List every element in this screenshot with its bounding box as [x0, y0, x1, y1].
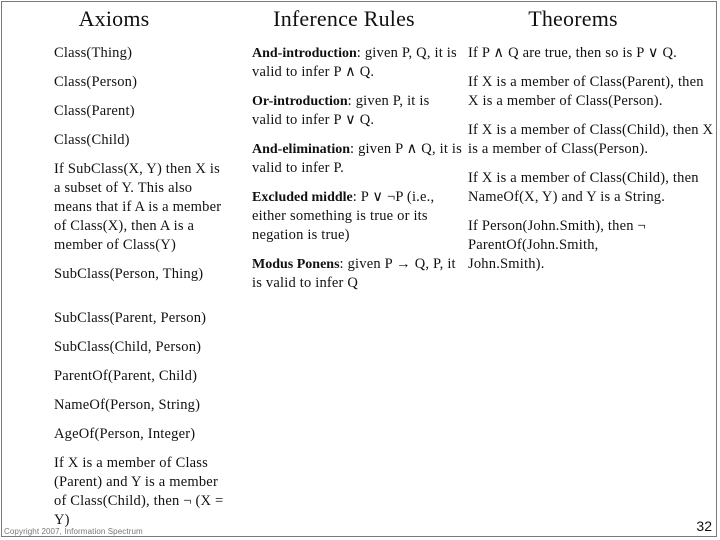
rule-item — [252, 44, 462, 82]
axiom-item: SubClass(Parent, Person) — [54, 310, 207, 326]
theorems-column — [468, 0, 718, 284]
rule-item — [252, 140, 462, 178]
theorem-item: If X is a member of Class(Parent), then X is a member of Class(Person). — [468, 74, 704, 109]
page-number: 32 — [696, 518, 712, 534]
rule-text: : given P, it is valid to infer P ∨ Q. — [252, 93, 430, 128]
rule-item — [252, 255, 462, 293]
copyright-footer: Copyright 2007, Information Spectrum — [4, 527, 143, 536]
rule-text: : P ∨ ¬P (i.e., either something is true or its negation is true) — [252, 189, 435, 243]
axioms-heading: Axioms — [78, 6, 150, 31]
rule-name: Or-introduction — [252, 94, 348, 109]
axiom-item: SubClass(Person, Thing) — [54, 266, 204, 282]
rule-item — [252, 92, 462, 130]
rule-text: : given P ∧ Q, it is valid to infer P. — [252, 141, 462, 176]
rule-text: : given P → Q, P, it is valid to infer Q — [252, 256, 456, 291]
theorem-item: If X is a member of Class(Child), then NameOf(X, Y) and Y is a String. — [468, 170, 699, 205]
rule-text: : given P, Q, it is valid to infer P ∧ Q. — [252, 45, 457, 80]
axiom-item: Class(Child) — [54, 132, 130, 148]
theorem-item: If Person(John.Smith), then ¬ ParentOf(John.Smith, John.Smith). — [468, 218, 646, 272]
axioms-continued — [54, 309, 234, 540]
rule-item — [252, 188, 462, 245]
axioms-column — [54, 0, 234, 294]
axiom-item: AgeOf(Person, Integer) — [54, 426, 196, 442]
axiom-item: Class(Person) — [54, 74, 138, 90]
axiom-item: Class(Parent) — [54, 103, 135, 119]
rule-name: And-introduction — [252, 46, 357, 61]
rules-column — [252, 0, 462, 303]
axiom-item: Class(Thing) — [54, 45, 133, 61]
axiom-item: NameOf(Person, String) — [54, 397, 201, 413]
axiom-item: SubClass(Child, Person) — [54, 339, 202, 355]
rule-name: Modus Ponens — [252, 257, 340, 272]
rules-heading: Inference Rules — [273, 6, 415, 31]
rule-name: And-elimination — [252, 142, 351, 157]
axiom-item: ParentOf(Parent, Child) — [54, 368, 198, 384]
theorems-heading: Theorems — [528, 6, 618, 31]
theorem-item: If P ∧ Q are true, then so is P ∨ Q. — [468, 45, 677, 61]
axiom-item: If X is a member of Class (Parent) and Y is a member of Class(Child), then ¬ (X = Y) — [54, 455, 224, 528]
axiom-item: If SubClass(X, Y) then X is a subset of Y. This also means that if A is a member of Class(X), then A is a member of Class(Y) — [54, 161, 222, 253]
theorem-item: If X is a member of Class(Child), then X is a member of Class(Person). — [468, 122, 714, 157]
rule-name: Excluded middle — [252, 190, 353, 205]
